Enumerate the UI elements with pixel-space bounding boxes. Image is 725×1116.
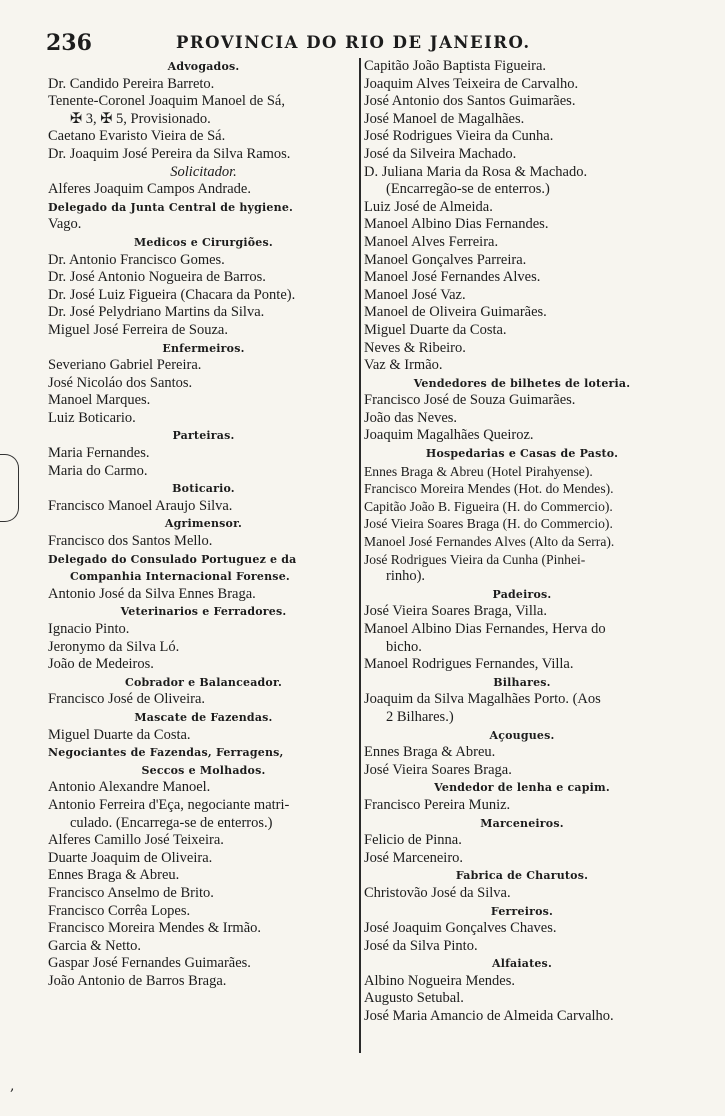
entry-line: Dr. Candido Pereira Barreto.: [48, 75, 215, 92]
entry-line: Antonio José da Silva Ennes Braga.: [48, 585, 256, 602]
entry-line: Albino Nogueira Mendes.: [364, 972, 516, 989]
entry-line: Dr. José Luiz Figueira (Chacara da Ponte).: [48, 286, 296, 303]
section-heading-acougues: Açougues.: [489, 728, 555, 742]
entry-line: rinho).: [386, 568, 426, 585]
section-heading-solicitador: Solicitador.: [170, 163, 237, 180]
section-heading-agrimensor: Agrimensor.: [164, 517, 243, 531]
entry-line: Ignacio Pinto.: [48, 621, 130, 637]
section-heading-mascate: Mascate de Fazendas.: [134, 710, 273, 724]
entry-line: Tenente-Coronel Joaquim Manoel de Sá,: [48, 93, 285, 110]
entry-line: Dr. Joaquim José Pereira da Silva Ramos.: [48, 145, 291, 162]
entry-line: 2 Bilhares.): [386, 708, 454, 725]
entry-line: Ennes Braga & Abreu.: [48, 867, 180, 884]
entry-line: Felicio de Pinna.: [364, 832, 462, 849]
entry-line: Joaquim da Silva Magalhães Porto. (Aos: [364, 691, 601, 708]
left-column: [48, 58, 359, 990]
entry-line: bicho.: [386, 638, 422, 655]
entry-line: José Antonio dos Santos Guimarães.: [364, 93, 576, 110]
section-heading-advogados: Advogados.: [167, 60, 240, 73]
entry-line: Antonio Alexandre Manoel.: [48, 779, 211, 796]
section-heading-loteria: Vendedores de bilhetes de loteria.: [413, 376, 631, 390]
section-heading-charutos: Fabrica de Charutos.: [455, 869, 589, 883]
entry-line: José Vieira Soares Braga.: [364, 761, 512, 778]
entry-line: José Joaquim Gonçalves Chaves.: [364, 920, 557, 937]
entry-line: Manoel Albino Dias Fernandes.: [364, 216, 549, 233]
entry-line: Garcia & Netto.: [48, 937, 142, 954]
entry-line: José da Silveira Machado.: [364, 145, 517, 162]
entry-line: José Nicoláo dos Santos.: [48, 374, 193, 391]
entry-line: Duarte Joaquim de Oliveira.: [48, 849, 213, 866]
entry-line: Neves & Ribeiro.: [364, 339, 466, 356]
entry-line: Manoel Marques.: [48, 392, 151, 409]
entry-line: Jeronymo da Silva Ló.: [48, 638, 180, 655]
entry-line: Manoel Gonçalves Parreira.: [364, 251, 527, 268]
section-heading-boticario: Boticario.: [172, 482, 235, 496]
entry-line: Manoel Albino Dias Fernandes, Herva do: [364, 621, 606, 637]
section-heading-medicos: Medicos e Cirurgiões.: [134, 235, 273, 249]
section-heading-hospedarias: Hospedarias e Casas de Pasto.: [425, 447, 619, 461]
entry-line: Ennes Braga & Abreu (Hotel Pirahyense).: [364, 463, 593, 479]
heading-line: Delegado do Consulado Portuguez e da: [48, 552, 297, 566]
entry-line: Antonio Ferreira d'Eça, negociante matri-: [48, 796, 290, 813]
section-heading-delegado-hygiene: Delegado da Junta Central de hygiene.: [48, 200, 294, 214]
entry-line: Caetano Evaristo Vieira de Sá.: [48, 128, 226, 145]
entry-line: culado. (Encarrega-se de enterros.): [70, 814, 273, 831]
section-heading-marceneiros: Marceneiros.: [480, 816, 564, 830]
entry-line: Maria Fernandes.: [48, 445, 150, 462]
entry-line: José Vieira Soares Braga (H. do Commercio).: [364, 516, 613, 532]
entry-line: Francisco Moreira Mendes & Irmão.: [48, 920, 262, 937]
entry-line: Dr. José Antonio Nogueira de Barros.: [48, 269, 266, 286]
stray-ink-mark: ,: [10, 1078, 15, 1094]
entry-line: João de Medeiros.: [48, 656, 154, 673]
entry-line: José Rodrigues Vieira da Cunha.: [364, 128, 554, 145]
entry-line: Alferes Joaquim Campos Andrade.: [48, 181, 251, 198]
section-heading-veterinarios: Veterinarios e Ferradores.: [120, 605, 287, 619]
entry-line: Manoel Alves Ferreira.: [364, 233, 499, 250]
right-column: [364, 58, 680, 1026]
margin-bracket-mark: [0, 454, 19, 522]
heading-line: Seccos e Molhados.: [141, 763, 266, 777]
section-heading-cobrador: Cobrador e Balanceador.: [125, 675, 282, 689]
entry-line: João Antonio de Barros Braga.: [48, 972, 227, 989]
entry-line: Maria do Carmo.: [48, 462, 148, 479]
entry-line: Augusto Setubal.: [364, 990, 464, 1007]
column-divider: [359, 58, 361, 1053]
section-heading-bilhares: Bilhares.: [493, 675, 551, 689]
entry-line: (Encarregão-se de enterros.): [386, 181, 550, 198]
page-number: 236: [46, 30, 92, 56]
section-heading-padeiros: Padeiros.: [492, 587, 552, 601]
entry-line: Francisco Anselmo de Brito.: [48, 884, 214, 901]
entry-line: ✠ 3, ✠ 5, Provisionado.: [70, 110, 211, 127]
entry-line: Ennes Braga & Abreu.: [364, 744, 496, 761]
entry-line: Joaquim Alves Teixeira de Carvalho.: [364, 75, 579, 92]
entry-line: Manoel José Vaz.: [364, 286, 466, 303]
heading-line: Negociantes de Fazendas, Ferragens,: [48, 746, 284, 760]
heading-line: Companhia Internacional Forense.: [70, 570, 290, 584]
entry-line: Miguel Duarte da Costa.: [364, 321, 507, 338]
entry-line: José da Silva Pinto.: [364, 937, 478, 954]
section-heading-ferreiros: Ferreiros.: [490, 904, 554, 918]
entry-line: Dr. José Pelydriano Martins da Silva.: [48, 304, 265, 321]
entry-line: Christovão José da Silva.: [364, 884, 511, 901]
running-title: PROVINCIA DO RIO DE JANEIRO.: [176, 33, 531, 52]
entry-line: Severiano Gabriel Pereira.: [48, 357, 202, 374]
section-heading-lenha: Vendedor de lenha e capim.: [434, 781, 610, 795]
entry-line: Vago.: [48, 216, 82, 233]
entry-line: Manoel Rodrigues Fernandes, Villa.: [364, 656, 574, 673]
section-heading-parteiras: Parteiras.: [172, 429, 235, 443]
entry-line: Capitão João B. Figueira (H. do Commercio).: [364, 498, 613, 514]
entry-line: Francisco Manoel Araujo Silva.: [48, 497, 233, 514]
entry-line: Francisco Pereira Muniz.: [364, 796, 511, 813]
entry-line: José Maria Amancio de Almeida Carvalho.: [364, 1008, 614, 1025]
section-heading-delegado-consulado: [48, 551, 359, 586]
entry-line: Gaspar José Fernandes Guimarães.: [48, 955, 251, 972]
entry-line: Francisco dos Santos Mello.: [48, 533, 213, 550]
entry-line: Joaquim Magalhães Queiroz.: [364, 427, 534, 444]
entry-line: Miguel Duarte da Costa.: [48, 726, 191, 743]
entry-line: Manoel de Oliveira Guimarães.: [364, 304, 547, 321]
entry-line: Manoel José Fernandes Alves.: [364, 269, 541, 286]
entry-line: João das Neves.: [364, 409, 458, 426]
entry-line: Capitão João Baptista Figueira.: [364, 58, 547, 74]
entry-line: Alferes Camillo José Teixeira.: [48, 832, 224, 849]
entry-line: José Manoel de Magalhães.: [364, 110, 525, 127]
entry-line: Francisco José de Souza Guimarães.: [364, 392, 576, 409]
entry-line: Miguel José Ferreira de Souza.: [48, 321, 228, 338]
entry-line: Manoel José Fernandes Alves (Alto da Serra).: [364, 534, 615, 550]
entry-line: José Vieira Soares Braga, Villa.: [364, 603, 547, 620]
entry-line: Francisco Moreira Mendes (Hot. do Mendes).: [364, 481, 614, 497]
entry-line: Francisco José de Oliveira.: [48, 691, 206, 708]
entry-line: Francisco Corrêa Lopes.: [48, 902, 191, 919]
section-heading-negociantes: [48, 744, 359, 779]
entry-line: Luiz Boticario.: [48, 409, 136, 426]
entry-line: Vaz & Irmão.: [364, 357, 443, 374]
entry-line: José Marceneiro.: [364, 849, 464, 866]
entry-line: Dr. Antonio Francisco Gomes.: [48, 251, 225, 268]
entry-line: Luiz José de Almeida.: [364, 198, 493, 215]
section-heading-alfaiates: Alfaiates.: [492, 957, 552, 971]
entry-line: José Rodrigues Vieira da Cunha (Pinhei-: [364, 551, 586, 567]
section-heading-enfermeiros: Enfermeiros.: [162, 341, 245, 355]
entry-line: D. Juliana Maria da Rosa & Machado.: [364, 163, 588, 180]
